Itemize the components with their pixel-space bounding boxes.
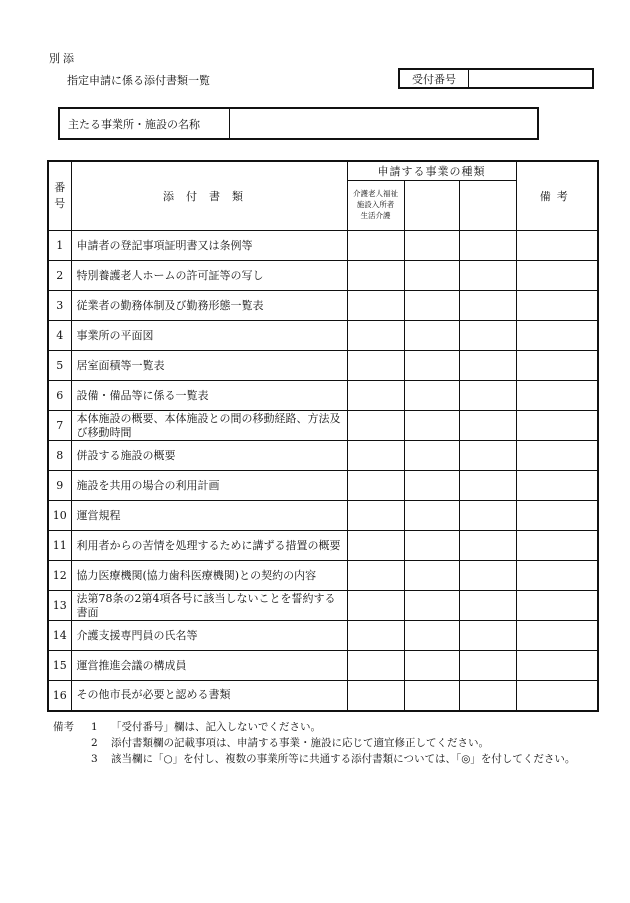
notes-indent	[53, 752, 91, 768]
table-row	[48, 231, 598, 261]
service-type-check-cell[interactable]	[347, 321, 404, 351]
table-row	[48, 381, 598, 411]
remarks-cell[interactable]	[516, 291, 598, 321]
facility-name-box	[58, 107, 539, 140]
service-type-check-cell[interactable]	[347, 501, 404, 531]
service-type-check-cell[interactable]	[404, 231, 459, 261]
document-name: 施設を共用の場合の利用計画	[71, 471, 347, 501]
number-header-label: 番 号	[54, 180, 66, 210]
row-number: 2	[48, 261, 71, 291]
service-type-check-cell[interactable]	[404, 381, 459, 411]
document-name: 特別養護老人ホームの許可証等の写し	[71, 261, 347, 291]
document-name: 居室面積等一覧表	[71, 351, 347, 381]
note-number: 2	[91, 736, 98, 749]
note-text: 添付書類欄の記載事項は、申請する事業・施設に応じて適宜修正してください。	[111, 736, 489, 749]
attachment-documents-table	[47, 160, 599, 712]
remarks-cell[interactable]	[516, 441, 598, 471]
remarks-cell[interactable]	[516, 381, 598, 411]
remarks-cell[interactable]	[516, 591, 598, 621]
row-number: 10	[48, 501, 71, 531]
service-type-check-cell[interactable]	[404, 351, 459, 381]
note-text: 該当欄に「○」を付し、複数の事業所等に共通する添付書類については、「◎」を付してください。	[111, 752, 576, 765]
service-type-check-cell[interactable]	[459, 411, 516, 441]
row-number: 7	[48, 411, 71, 441]
document-name: 協力医療機関(協力歯科医療機関)との契約の内容	[71, 561, 347, 591]
remarks-cell[interactable]	[516, 321, 598, 351]
service-type-check-cell[interactable]	[347, 441, 404, 471]
remarks-cell[interactable]	[516, 231, 598, 261]
row-number: 1	[48, 231, 71, 261]
service-type-check-cell[interactable]	[347, 231, 404, 261]
table-row	[48, 471, 598, 501]
page-title: 指定申請に係る添付書類一覧	[67, 74, 210, 87]
service-type-check-cell[interactable]	[404, 591, 459, 621]
service-type-check-cell[interactable]	[404, 411, 459, 441]
service-type-check-cell[interactable]	[347, 261, 404, 291]
table-row	[48, 501, 598, 531]
remarks-cell[interactable]	[516, 471, 598, 501]
note-item	[53, 720, 613, 736]
reception-number-field[interactable]	[469, 70, 592, 87]
service-type-check-cell[interactable]	[404, 291, 459, 321]
document-name: 利用者からの苦情を処理するために講ずる措置の概要	[71, 531, 347, 561]
service-type-header-1: 介護老人福祉 施設入所者 生活介護	[347, 181, 404, 231]
column-header-remarks: 備考	[516, 161, 598, 231]
row-number: 4	[48, 321, 71, 351]
table-row	[48, 531, 598, 561]
service-type-check-cell[interactable]	[347, 591, 404, 621]
service-type-check-cell[interactable]	[404, 261, 459, 291]
reception-number-box	[398, 68, 594, 89]
service-type-check-cell[interactable]	[404, 471, 459, 501]
row-number: 6	[48, 381, 71, 411]
service-type-check-cell[interactable]	[347, 681, 404, 711]
notes-heading: 備考	[53, 721, 74, 733]
reception-number-label: 受付番号	[400, 70, 469, 87]
note-number: 1	[91, 721, 98, 733]
remarks-cell[interactable]	[516, 561, 598, 591]
service-type-check-cell[interactable]	[404, 321, 459, 351]
table-row	[48, 561, 598, 591]
row-number: 9	[48, 471, 71, 501]
facility-name-label: 主たる事業所・施設の名称	[60, 109, 230, 138]
table-row	[48, 681, 598, 711]
remarks-cell[interactable]	[516, 411, 598, 441]
row-number: 16	[48, 681, 71, 711]
service-type-check-cell[interactable]	[347, 381, 404, 411]
service-type-check-cell[interactable]	[459, 651, 516, 681]
document-name: 併設する施設の概要	[71, 441, 347, 471]
service-type-check-cell[interactable]	[459, 291, 516, 321]
service-type-check-cell[interactable]	[459, 681, 516, 711]
document-name: 設備・備品等に係る一覧表	[71, 381, 347, 411]
column-header-service-type: 申請する事業の種類	[347, 161, 516, 181]
service-type-check-cell[interactable]	[459, 531, 516, 561]
column-header-number	[48, 161, 71, 231]
document-name: 従業者の勤務体制及び勤務形態一覧表	[71, 291, 347, 321]
note-item	[53, 752, 613, 768]
document-name: 申請者の登記事項証明書又は条例等	[71, 231, 347, 261]
notes-section	[53, 720, 613, 767]
service-type-check-cell[interactable]	[347, 651, 404, 681]
service-type-check-cell[interactable]	[347, 531, 404, 561]
service-type-check-cell[interactable]	[459, 621, 516, 651]
service-type-check-cell[interactable]	[459, 321, 516, 351]
remarks-cell[interactable]	[516, 681, 598, 711]
row-number: 8	[48, 441, 71, 471]
service-type-check-cell[interactable]	[404, 561, 459, 591]
remarks-cell[interactable]	[516, 621, 598, 651]
service-type-check-cell[interactable]	[347, 351, 404, 381]
document-name: 運営規程	[71, 501, 347, 531]
table-row	[48, 441, 598, 471]
document-name: 介護支援専門員の氏名等	[71, 621, 347, 651]
table-row	[48, 261, 598, 291]
service-type-check-cell[interactable]	[347, 291, 404, 321]
remarks-cell[interactable]	[516, 261, 598, 291]
note-item	[53, 736, 613, 752]
row-number: 3	[48, 291, 71, 321]
service-type-check-cell[interactable]	[404, 441, 459, 471]
row-number: 11	[48, 531, 71, 561]
notes-indent	[53, 736, 91, 752]
service-type-check-cell[interactable]	[404, 651, 459, 681]
facility-name-field[interactable]	[230, 109, 537, 138]
note-text: 「受付番号」欄は、記入しないでください。	[111, 721, 321, 733]
service-type-check-cell[interactable]	[347, 471, 404, 501]
row-number: 5	[48, 351, 71, 381]
table-row	[48, 351, 598, 381]
service-type-header-2	[404, 181, 459, 231]
remarks-cell[interactable]	[516, 531, 598, 561]
service-type-check-cell[interactable]	[459, 591, 516, 621]
document-name: 事業所の平面図	[71, 321, 347, 351]
service-type-check-cell[interactable]	[347, 621, 404, 651]
row-number: 12	[48, 561, 71, 591]
service-type-check-cell[interactable]	[459, 441, 516, 471]
service-type-check-cell[interactable]	[404, 621, 459, 651]
table-row	[48, 411, 598, 441]
service-type-check-cell[interactable]	[404, 681, 459, 711]
service-type-header-3	[459, 181, 516, 231]
table-row	[48, 321, 598, 351]
note-number: 3	[91, 752, 98, 765]
service-type-check-cell[interactable]	[459, 501, 516, 531]
remarks-cell[interactable]	[516, 501, 598, 531]
document-name: 法第78条の2第4項各号に該当しないことを誓約する書面	[71, 591, 347, 621]
service-type-check-cell[interactable]	[404, 531, 459, 561]
service-type-check-cell[interactable]	[404, 501, 459, 531]
table-row	[48, 651, 598, 681]
column-header-document: 添付書類	[71, 161, 347, 231]
row-number: 15	[48, 651, 71, 681]
service-type-check-cell[interactable]	[347, 561, 404, 591]
service-type-check-cell[interactable]	[459, 471, 516, 501]
service-type-check-cell[interactable]	[459, 231, 516, 261]
document-name: その他市長が必要と認める書類	[71, 681, 347, 711]
attachment-label: 別添	[49, 52, 77, 65]
table-row	[48, 591, 598, 621]
service-type-check-cell[interactable]	[459, 561, 516, 591]
document-name: 本体施設の概要、本体施設との間の移動経路、方法及び移動時間	[71, 411, 347, 441]
service-type-check-cell[interactable]	[459, 381, 516, 411]
remarks-cell[interactable]	[516, 651, 598, 681]
row-number: 13	[48, 591, 71, 621]
remarks-cell[interactable]	[516, 351, 598, 381]
table-row	[48, 291, 598, 321]
service-type-check-cell[interactable]	[459, 261, 516, 291]
document-name: 運営推進会議の構成員	[71, 651, 347, 681]
table-row	[48, 621, 598, 651]
row-number: 14	[48, 621, 71, 651]
service-type-check-cell[interactable]	[459, 351, 516, 381]
service-type-check-cell[interactable]	[347, 411, 404, 441]
